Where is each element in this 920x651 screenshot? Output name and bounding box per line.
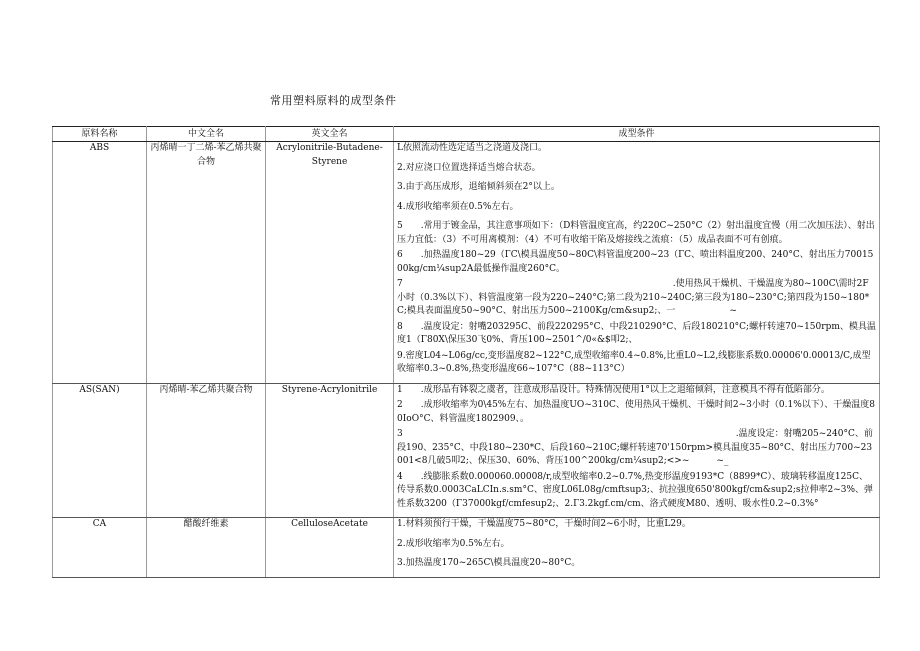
table-row-ca (53, 518, 880, 578)
condition-item: 2 .成形收缩率为0\45%左右、加热温度UO~310C、使用热风干燥机、干燥时间2~3小时（0.1%以下）、干燥温度80IoO°C、料管温度1802909、。 (397, 400, 876, 424)
material-code: AS(SAN) (53, 383, 147, 518)
chinese-name: 丙烯晴-苯乙烯共聚合物 (147, 383, 266, 518)
chinese-name: 醋酸纤维素 (147, 518, 266, 578)
condition-item: 4 .线膨胀系数0.000060.00008/r,成型收缩率0.2~0.7%,热变形温度9193*C（8899*C）、玻璃转移温度125C、传导系数0.0003CaLCIn.s.sm°C、密度L06L08g/cmftsup3;、抗拉强度650'800kgf/cm&sup2;s拉伸率2~3%、弹性系数3200（Γ37000kgf/cmfesup2;、2.Г3.2kgf.cm/cm、洛式硬度M80、透明、吸水性0.2~0.3%° (397, 471, 874, 509)
conditions-cell (394, 142, 880, 384)
condition-item: 1.材料须预行干燥，干燥温度75~80°C，干燥时间2~6小时，比重L29。 (397, 519, 691, 529)
condition-item: 8 .温度设定：射嘴203295C、前段220295°C、中段210290°C、后段180210°C;螺杆转速70~150rpm、模具温度1（Γ80X\保压30飞0%、背压100~2501^/0«&$叩2;、 (397, 321, 876, 345)
table-header-row (53, 127, 880, 142)
condition-item: 3 .温度设定：射嘴205~240°C、前段190、235°C、中段180~230*C、后段160~210C;螺杆转速70'150rpm>模具温度35~80°C、射出压力700~23001<8几破5叩2;、保压30、60%、背压100^200kg/cm¼sup2;<>~ ~_ (397, 429, 873, 466)
document-title: 常用塑料原料的成型条件 (270, 94, 397, 107)
table-row-abs (53, 142, 880, 384)
condition-item: 5 .常用于镀金品，其注意事项如下：（D料管温度宜高，约220C~250°C（2）射出温度宜慢（用二次加压法）、射出压力宜低：（3）不可用离模剂：（4）不可有收缩干陷及熔接线之流痕：（5）成品表面不可有创痕。 (397, 221, 875, 245)
column-header-chinese-name: 中文全名 (147, 127, 266, 142)
material-code: ABS (53, 142, 147, 384)
condition-item: 3.加热温度170~265C\模具温度20~80°C。 (397, 558, 581, 568)
column-header-material-code: 原料名称 (53, 127, 147, 142)
column-header-conditions: 成型条件 (394, 127, 880, 142)
english-name: Acrylonitrile-Butadene-Styrene (266, 142, 394, 384)
molding-conditions-table (52, 126, 880, 578)
conditions-cell (394, 383, 880, 518)
condition-item: 7 .使用热风干燥机、干燥温度为80~100C\需时2F小时（0.3%以下）、料管温度第一段为220~240°C;第二段为210~240C;第三段为180~230°C;第四段为150~180*C;模具表面温度50~90°C、射出压力500~2100Kg/cm&sup2;、一 ~ (397, 279, 870, 316)
english-name: CelluloseAcetate (266, 518, 394, 578)
condition-item: L依照流动性选定适当之浇道及浇口。 (397, 143, 547, 153)
condition-item: 6 .加热温度180~29（ГC\模具温度50~80C\料管温度200~23（ГC、喷出料温度200、240°C、射出压力7001500kg/cm¼sup2A最低操作温度260°C。 (397, 250, 874, 274)
condition-item: 3.由于高压成形，退缩倾斜须在2°以上。 (397, 182, 560, 192)
column-header-english-name: 英文全名 (266, 127, 394, 142)
table-row-as-san (53, 383, 880, 518)
condition-item: 1 .成形品有钵裂之虞者，注意成形品设计。特殊情况使用1°以上之退缩倾斜，注意模具不得有低陷部分。 (397, 384, 830, 395)
condition-item: 2.成形收缩率为0.5%左右。 (397, 538, 510, 549)
condition-item: 4.成形收缩率须在0.5%左右。 (397, 201, 519, 212)
material-code: CA (53, 518, 147, 578)
chinese-name: 丙烯晴一丁二烯-苯乙烯共聚合物 (147, 142, 266, 384)
condition-item: 9.密度L04~L06g/cc,变形温度82~122°C,成型收缩率0.4~0.8%,比重L0~L2,线膨胀系数0.00006'0.00013/C,成型收缩率0.3~0.8%,热变形温度66~107°C（88~113°C） (397, 350, 871, 374)
conditions-cell (394, 518, 880, 578)
english-name: Styrene-Acrylonitrile (266, 383, 394, 518)
condition-item: 2.对应浇口位置选择适当熔合状态。 (397, 162, 541, 173)
